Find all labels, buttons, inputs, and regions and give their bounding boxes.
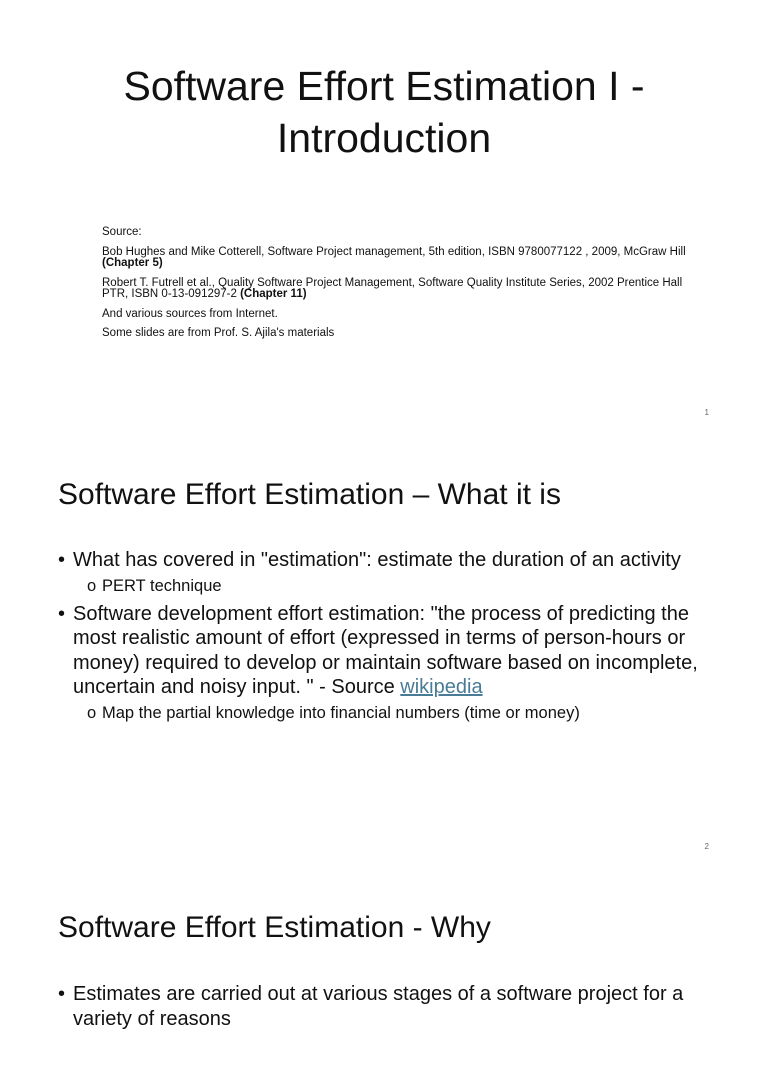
bullet-text: Estimates are carried out at various stages of a software project for a variety of reasons [73, 983, 684, 1030]
sources-block [102, 227, 702, 348]
slide-2 [0, 433, 768, 865]
slide-1-title [84, 60, 684, 164]
slide-1 [0, 0, 768, 432]
title-line-2: Introduction [276, 115, 492, 161]
note-ajila: Some slides are from Prof. S. Ajila's materials [102, 327, 335, 339]
reference-2-chapter: (Chapter 11) [240, 288, 307, 300]
slide-3-title: Software Effort Estimation - Why [58, 911, 491, 944]
bullet-text: What has covered in "estimation": estimate the duration of an activity [73, 549, 681, 571]
sub-bullet-item [58, 703, 708, 724]
bullet-icon: • [58, 602, 66, 625]
sub-bullet-text: PERT technique [102, 576, 222, 595]
reference-2-text: Robert T. Futrell et al., Quality Software Project Management, Software Quality Institute Series, 2002 Prentice Hall PTR, ISBN 0-13-091297-2 [102, 276, 683, 300]
wikipedia-link[interactable]: wikipedia [400, 676, 483, 698]
reference-1-text: Bob Hughes and Mike Cotterell, Software Project management, 5th edition, ISBN 9780077122 , 2009, McGraw Hill [102, 245, 686, 258]
page-number: 1 [704, 408, 709, 417]
bullet-list [58, 982, 708, 1034]
bullet-text: Software development effort estimation: "the process of predicting the most realistic amount of effort (expressed in terms of person-hours or money) required to develop or maintain software based on incomplete, uncertain and noisy input. " - Source [73, 602, 698, 698]
reference-2 [102, 278, 702, 301]
sub-bullet-icon: o [87, 703, 97, 722]
sub-bullet-item [58, 576, 708, 597]
bullet-list [58, 548, 708, 729]
bullet-item [58, 548, 708, 573]
bullet-icon: • [58, 983, 66, 1005]
slide-2-title: Software Effort Estimation – What it is [58, 478, 561, 511]
bullet-item [58, 602, 708, 700]
sub-bullet-icon: o [87, 576, 97, 595]
sub-bullet-text: Map the partial knowledge into financial numbers (time or money) [102, 703, 580, 722]
page-number: 2 [704, 842, 709, 851]
bullet-icon: • [58, 549, 66, 571]
reference-1-chapter: (Chapter 5) [102, 257, 163, 269]
source-label: Source: [102, 226, 142, 238]
slide-3 [0, 866, 768, 1066]
title-line-1: Software Effort Estimation I - [123, 63, 645, 109]
note-internet: And various sources from Internet. [102, 307, 278, 320]
reference-1 [102, 247, 702, 270]
